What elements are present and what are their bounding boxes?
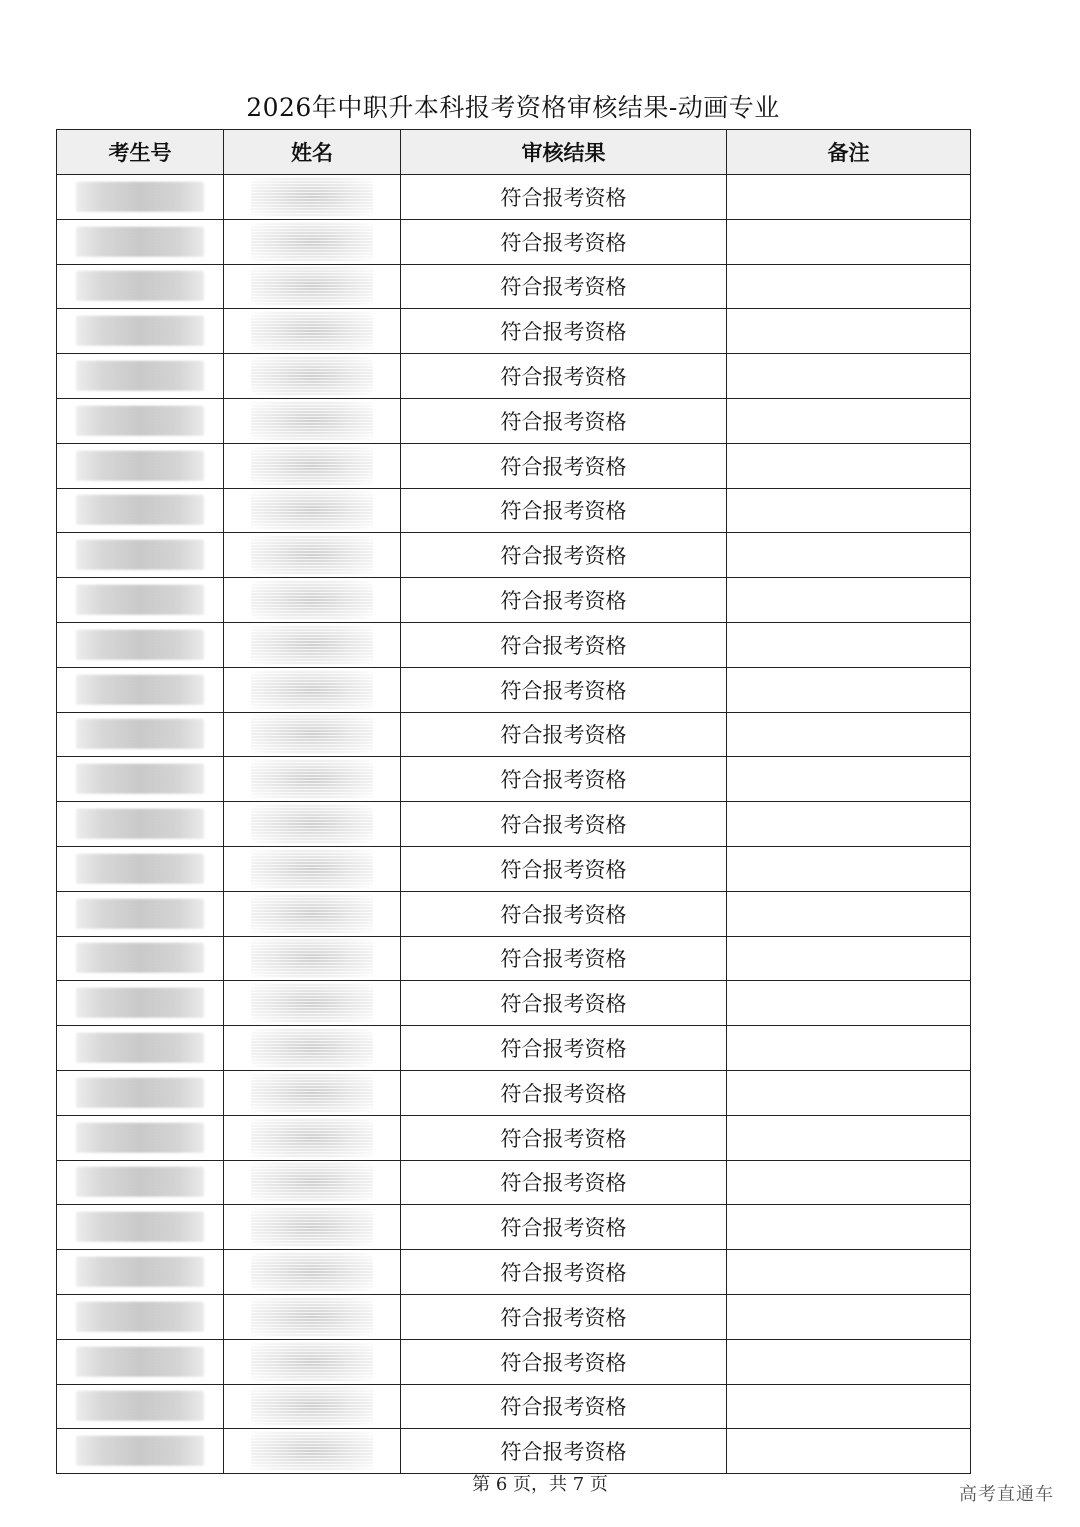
redacted-exam-number bbox=[76, 585, 204, 615]
table-row bbox=[57, 175, 971, 220]
remarks-cell bbox=[727, 309, 971, 354]
table-row bbox=[57, 712, 971, 757]
remarks-cell bbox=[727, 891, 971, 936]
redacted-name bbox=[251, 580, 373, 620]
review-result-cell: 符合报考资格 bbox=[401, 712, 727, 757]
header-exam-number: 考生号 bbox=[57, 130, 224, 175]
review-result-cell: 符合报考资格 bbox=[401, 1205, 727, 1250]
table-row bbox=[57, 757, 971, 802]
table-row bbox=[57, 622, 971, 667]
name-cell bbox=[224, 175, 401, 220]
remarks-cell bbox=[727, 175, 971, 220]
redacted-exam-number bbox=[76, 1167, 204, 1197]
redacted-exam-number bbox=[76, 675, 204, 705]
review-result-cell: 符合报考资格 bbox=[401, 757, 727, 802]
redacted-exam-number bbox=[76, 406, 204, 436]
redacted-name bbox=[251, 446, 373, 486]
redacted-exam-number bbox=[76, 451, 204, 481]
redacted-name bbox=[251, 535, 373, 575]
remarks-cell bbox=[727, 1294, 971, 1339]
review-result-cell: 符合报考资格 bbox=[401, 981, 727, 1026]
exam-number-cell bbox=[57, 1026, 224, 1071]
redacted-exam-number bbox=[76, 227, 204, 257]
redacted-name bbox=[251, 1342, 373, 1382]
redacted-exam-number bbox=[76, 899, 204, 929]
redacted-name bbox=[251, 625, 373, 665]
remarks-cell bbox=[727, 578, 971, 623]
redacted-exam-number bbox=[76, 182, 204, 212]
remarks-cell bbox=[727, 1384, 971, 1429]
table-row bbox=[57, 936, 971, 981]
exam-number-cell bbox=[57, 533, 224, 578]
header-remarks: 备注 bbox=[727, 130, 971, 175]
redacted-name bbox=[251, 714, 373, 754]
table-row bbox=[57, 1160, 971, 1205]
remarks-cell bbox=[727, 219, 971, 264]
name-cell bbox=[224, 757, 401, 802]
redacted-exam-number bbox=[76, 854, 204, 884]
exam-number-cell bbox=[57, 891, 224, 936]
exam-number-cell bbox=[57, 667, 224, 712]
redacted-exam-number bbox=[76, 1033, 204, 1063]
redacted-exam-number bbox=[76, 809, 204, 839]
watermark-text: 高考直通车 bbox=[959, 1484, 1054, 1505]
table-header-row bbox=[57, 130, 971, 175]
table-row bbox=[57, 667, 971, 712]
redacted-name bbox=[251, 1118, 373, 1158]
name-cell bbox=[224, 578, 401, 623]
redacted-exam-number bbox=[76, 988, 204, 1018]
exam-number-cell bbox=[57, 757, 224, 802]
redacted-exam-number bbox=[76, 1257, 204, 1287]
review-result-cell: 符合报考资格 bbox=[401, 1250, 727, 1295]
redacted-exam-number bbox=[76, 943, 204, 973]
remarks-cell bbox=[727, 488, 971, 533]
redacted-exam-number bbox=[76, 361, 204, 391]
redacted-name bbox=[251, 1207, 373, 1247]
exam-number-cell bbox=[57, 1429, 224, 1474]
remarks-cell bbox=[727, 1205, 971, 1250]
table-row bbox=[57, 1429, 971, 1474]
name-cell bbox=[224, 309, 401, 354]
review-result-cell: 符合报考资格 bbox=[401, 1339, 727, 1384]
review-result-cell: 符合报考资格 bbox=[401, 578, 727, 623]
redacted-name bbox=[251, 1252, 373, 1292]
remarks-cell bbox=[727, 712, 971, 757]
table-row bbox=[57, 533, 971, 578]
exam-number-cell bbox=[57, 219, 224, 264]
name-cell bbox=[224, 1070, 401, 1115]
remarks-cell bbox=[727, 1070, 971, 1115]
review-result-cell: 符合报考资格 bbox=[401, 622, 727, 667]
name-cell bbox=[224, 398, 401, 443]
name-cell bbox=[224, 264, 401, 309]
redacted-exam-number bbox=[76, 1347, 204, 1377]
name-cell bbox=[224, 1250, 401, 1295]
exam-number-cell bbox=[57, 1294, 224, 1339]
header-review-result: 审核结果 bbox=[401, 130, 727, 175]
exam-number-cell bbox=[57, 398, 224, 443]
redacted-name bbox=[251, 1028, 373, 1068]
table-row bbox=[57, 219, 971, 264]
exam-number-cell bbox=[57, 354, 224, 399]
redacted-name bbox=[251, 983, 373, 1023]
table-row bbox=[57, 846, 971, 891]
review-result-cell: 符合报考资格 bbox=[401, 936, 727, 981]
redacted-exam-number bbox=[76, 1212, 204, 1242]
name-cell bbox=[224, 667, 401, 712]
review-result-cell: 符合报考资格 bbox=[401, 1160, 727, 1205]
exam-number-cell bbox=[57, 802, 224, 847]
review-result-cell: 符合报考资格 bbox=[401, 398, 727, 443]
redacted-exam-number bbox=[76, 1078, 204, 1108]
redacted-exam-number bbox=[76, 1123, 204, 1153]
redacted-name bbox=[251, 1297, 373, 1337]
exam-number-cell bbox=[57, 1250, 224, 1295]
name-cell bbox=[224, 622, 401, 667]
remarks-cell bbox=[727, 398, 971, 443]
results-table bbox=[56, 129, 971, 1474]
exam-number-cell bbox=[57, 175, 224, 220]
review-result-cell: 符合报考资格 bbox=[401, 846, 727, 891]
exam-number-cell bbox=[57, 1115, 224, 1160]
redacted-name bbox=[251, 1073, 373, 1113]
redacted-exam-number bbox=[76, 540, 204, 570]
table-row bbox=[57, 1115, 971, 1160]
name-cell bbox=[224, 1429, 401, 1474]
table-row bbox=[57, 398, 971, 443]
exam-number-cell bbox=[57, 981, 224, 1026]
table-row bbox=[57, 1205, 971, 1250]
redacted-name bbox=[251, 356, 373, 396]
redacted-exam-number bbox=[76, 1436, 204, 1466]
table-row bbox=[57, 1384, 971, 1429]
name-cell bbox=[224, 354, 401, 399]
redacted-name bbox=[251, 670, 373, 710]
remarks-cell bbox=[727, 936, 971, 981]
review-result-cell: 符合报考资格 bbox=[401, 891, 727, 936]
redacted-name bbox=[251, 804, 373, 844]
exam-number-cell bbox=[57, 622, 224, 667]
redacted-name bbox=[251, 222, 373, 262]
review-result-cell: 符合报考资格 bbox=[401, 175, 727, 220]
name-cell bbox=[224, 802, 401, 847]
review-result-cell: 符合报考资格 bbox=[401, 443, 727, 488]
exam-number-cell bbox=[57, 578, 224, 623]
redacted-name bbox=[251, 177, 373, 217]
table-body bbox=[57, 175, 971, 1474]
exam-number-cell bbox=[57, 488, 224, 533]
review-result-cell: 符合报考资格 bbox=[401, 264, 727, 309]
remarks-cell bbox=[727, 533, 971, 578]
remarks-cell bbox=[727, 264, 971, 309]
table-row bbox=[57, 891, 971, 936]
name-cell bbox=[224, 219, 401, 264]
table-row bbox=[57, 1070, 971, 1115]
remarks-cell bbox=[727, 981, 971, 1026]
table-row bbox=[57, 578, 971, 623]
review-result-cell: 符合报考资格 bbox=[401, 488, 727, 533]
table-row bbox=[57, 1250, 971, 1295]
remarks-cell bbox=[727, 846, 971, 891]
remarks-cell bbox=[727, 443, 971, 488]
redacted-name bbox=[251, 311, 373, 351]
redacted-name bbox=[251, 1162, 373, 1202]
exam-number-cell bbox=[57, 936, 224, 981]
table-row bbox=[57, 981, 971, 1026]
table-row bbox=[57, 264, 971, 309]
name-cell bbox=[224, 1115, 401, 1160]
name-cell bbox=[224, 1160, 401, 1205]
redacted-name bbox=[251, 490, 373, 530]
remarks-cell bbox=[727, 1160, 971, 1205]
name-cell bbox=[224, 533, 401, 578]
redacted-name bbox=[251, 759, 373, 799]
redacted-exam-number bbox=[76, 316, 204, 346]
exam-number-cell bbox=[57, 1339, 224, 1384]
table-row bbox=[57, 1294, 971, 1339]
review-result-cell: 符合报考资格 bbox=[401, 1070, 727, 1115]
exam-number-cell bbox=[57, 1160, 224, 1205]
review-result-cell: 符合报考资格 bbox=[401, 1294, 727, 1339]
exam-number-cell bbox=[57, 309, 224, 354]
exam-number-cell bbox=[57, 443, 224, 488]
remarks-cell bbox=[727, 1429, 971, 1474]
exam-number-cell bbox=[57, 1070, 224, 1115]
redacted-exam-number bbox=[76, 719, 204, 749]
name-cell bbox=[224, 1384, 401, 1429]
review-result-cell: 符合报考资格 bbox=[401, 1384, 727, 1429]
remarks-cell bbox=[727, 1250, 971, 1295]
table-row bbox=[57, 1026, 971, 1071]
header-name: 姓名 bbox=[224, 130, 401, 175]
table-row bbox=[57, 1339, 971, 1384]
name-cell bbox=[224, 1339, 401, 1384]
exam-number-cell bbox=[57, 1205, 224, 1250]
redacted-exam-number bbox=[76, 764, 204, 794]
redacted-name bbox=[251, 1386, 373, 1426]
document-title: 2026年中职升本科报考资格审核结果-动画专业 bbox=[246, 93, 780, 122]
review-result-cell: 符合报考资格 bbox=[401, 309, 727, 354]
name-cell bbox=[224, 1205, 401, 1250]
redacted-name bbox=[251, 401, 373, 441]
remarks-cell bbox=[727, 1115, 971, 1160]
table-row bbox=[57, 443, 971, 488]
redacted-name bbox=[251, 1431, 373, 1471]
name-cell bbox=[224, 981, 401, 1026]
page-number: 第 6 页，共 7 页 bbox=[472, 1474, 608, 1495]
table-row bbox=[57, 802, 971, 847]
name-cell bbox=[224, 1294, 401, 1339]
name-cell bbox=[224, 891, 401, 936]
remarks-cell bbox=[727, 802, 971, 847]
exam-number-cell bbox=[57, 846, 224, 891]
review-result-cell: 符合报考资格 bbox=[401, 1115, 727, 1160]
name-cell bbox=[224, 1026, 401, 1071]
review-result-cell: 符合报考资格 bbox=[401, 667, 727, 712]
review-result-cell: 符合报考资格 bbox=[401, 533, 727, 578]
review-result-cell: 符合报考资格 bbox=[401, 802, 727, 847]
redacted-exam-number bbox=[76, 271, 204, 301]
redacted-name bbox=[251, 894, 373, 934]
table-row bbox=[57, 309, 971, 354]
name-cell bbox=[224, 712, 401, 757]
review-result-cell: 符合报考资格 bbox=[401, 219, 727, 264]
exam-number-cell bbox=[57, 1384, 224, 1429]
redacted-name bbox=[251, 266, 373, 306]
redacted-name bbox=[251, 849, 373, 889]
review-result-cell: 符合报考资格 bbox=[401, 1429, 727, 1474]
remarks-cell bbox=[727, 354, 971, 399]
exam-number-cell bbox=[57, 712, 224, 757]
redacted-exam-number bbox=[76, 495, 204, 525]
name-cell bbox=[224, 443, 401, 488]
redacted-exam-number bbox=[76, 1302, 204, 1332]
name-cell bbox=[224, 846, 401, 891]
redacted-exam-number bbox=[76, 1391, 204, 1421]
review-result-cell: 符合报考资格 bbox=[401, 1026, 727, 1071]
exam-number-cell bbox=[57, 264, 224, 309]
name-cell bbox=[224, 936, 401, 981]
table-row bbox=[57, 354, 971, 399]
remarks-cell bbox=[727, 667, 971, 712]
remarks-cell bbox=[727, 1026, 971, 1071]
remarks-cell bbox=[727, 1339, 971, 1384]
name-cell bbox=[224, 488, 401, 533]
table-row bbox=[57, 488, 971, 533]
remarks-cell bbox=[727, 622, 971, 667]
review-result-cell: 符合报考资格 bbox=[401, 354, 727, 399]
redacted-name bbox=[251, 938, 373, 978]
redacted-exam-number bbox=[76, 630, 204, 660]
remarks-cell bbox=[727, 757, 971, 802]
